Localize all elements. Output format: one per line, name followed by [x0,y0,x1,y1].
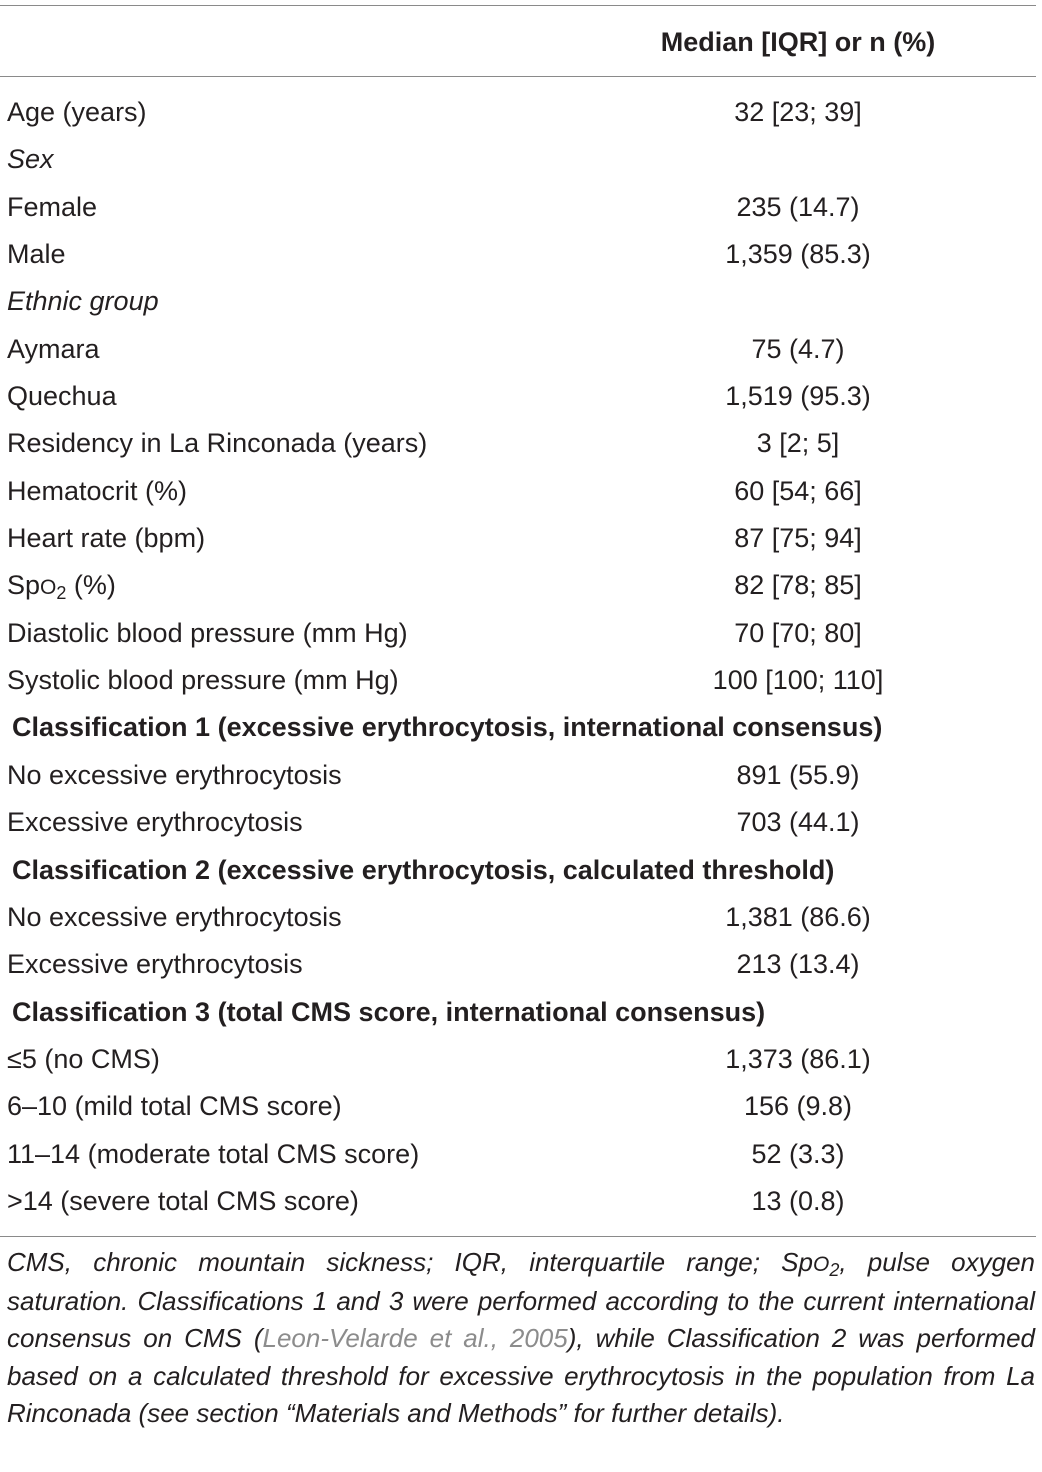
row-label: Age (years) [7,97,147,127]
row-value: 52 (3.3) [751,1138,845,1169]
row-value: 3 [2; 5] [756,428,840,459]
row-value: 156 (9.8) [743,1091,853,1122]
table-row [0,1083,1036,1130]
table-row [0,752,1036,799]
row-label: Excessive erythrocytosis [7,807,303,838]
row-label: Classification 3 (total CMS score, international consensus) [12,996,766,1027]
row-label: SpO$_2$ (%) [7,570,116,604]
footnote-text: , pulse oxygen saturation. Classifications 1 and 3 were performed according to the current international consensus on CMS ( [7,1247,1035,1354]
row-label: Classification 2 (excessive erythrocytosis, calculated threshold) [12,854,835,885]
table-footnote [7,1244,1035,1432]
row-value: 1,519 (95.3) [725,381,871,412]
table-row [0,468,1036,515]
row-label: Excessive erythrocytosis [7,949,303,980]
table-row [0,326,1036,373]
table-row [0,894,1036,941]
table-row [0,373,1036,420]
table-row [0,610,1036,657]
table-row [0,420,1036,467]
table-row [0,184,1036,231]
row-value: 1,381 (86.6) [725,901,871,932]
header-rule [0,76,1036,77]
row-value: 13 (0.8) [751,1185,845,1216]
table-top-rule [0,5,1036,6]
table-row [0,1131,1036,1178]
row-value: 235 (14.7) [736,191,860,222]
row-value: 75 (4.7) [751,333,845,364]
row-label: ≤5 (no CMS) [7,1043,160,1074]
row-label: >14 (severe total CMS score) [7,1185,359,1216]
row-label: No excessive erythrocytosis [7,901,342,932]
table-row [0,799,1036,846]
row-label: Sex [7,144,54,175]
footnote-text: ), while Classification 2 was performed based on a calculated threshold for excessive erythrocytosis in the population from La Rinconada (see section “Materials and Methods” for further details). [7,1323,1035,1428]
row-label: Hematocrit (%) [7,475,188,506]
row-label: 11–14 (moderate total CMS score) [7,1138,420,1169]
row-value: 891 (55.9) [736,759,860,790]
footnote-text: O [812,1253,830,1276]
table-row [0,1178,1036,1225]
row-value: 703 (44.1) [736,807,860,838]
section-heading [0,989,1036,1036]
row-label: Diastolic blood pressure (mm Hg) [7,617,408,648]
row-label: Systolic blood pressure (mm Hg) [7,665,399,696]
section-heading [0,704,1036,751]
table-row-subgroup [0,278,1036,325]
section-heading [0,847,1036,894]
row-label: 6–10 (mild total CMS score) [7,1091,342,1122]
row-value: 82 [78; 85] [734,570,862,601]
row-value: 60 [54; 66] [734,475,862,506]
row-value: 213 (13.4) [736,949,860,980]
row-label: Quechua [7,381,117,412]
footnote-text: CMS, chronic mountain sickness; IQR, interquartile range; Sp [7,1247,813,1277]
row-label: No excessive erythrocytosis [7,759,342,790]
table-row [0,89,1036,136]
table-body [0,89,1036,1225]
row-value: 70 [70; 80] [734,617,862,648]
row-label: Ethnic group [7,286,159,317]
row-label: Aymara [7,333,100,364]
footnote-subscript: 2 [829,1260,840,1280]
column-header: Median [IQR] or n (%) [660,27,936,57]
table-row-spo2 [0,562,1036,609]
table-bottom-rule [0,1236,1036,1237]
table-row [0,941,1036,988]
table-row [0,231,1036,278]
row-value: 1,373 (86.1) [725,1043,871,1074]
row-label: Male [7,239,66,270]
row-value: 100 [100; 110] [712,665,884,696]
table-row [0,657,1036,704]
row-label: Classification 1 (excessive erythrocytosis, international consensus) [12,712,883,743]
table-row-subgroup [0,136,1036,183]
table-row [0,1036,1036,1083]
row-value: 87 [75; 94] [734,523,862,554]
row-value: 1,359 (85.3) [725,239,871,270]
table-row [0,515,1036,562]
row-value: 32 [23; 39] [734,97,862,127]
row-label: Heart rate (bpm) [7,523,206,554]
row-label: Residency in La Rinconada (years) [7,428,428,459]
row-label: Female [7,191,98,222]
citation-link[interactable]: Leon-Velarde et al., 2005 [262,1323,568,1354]
